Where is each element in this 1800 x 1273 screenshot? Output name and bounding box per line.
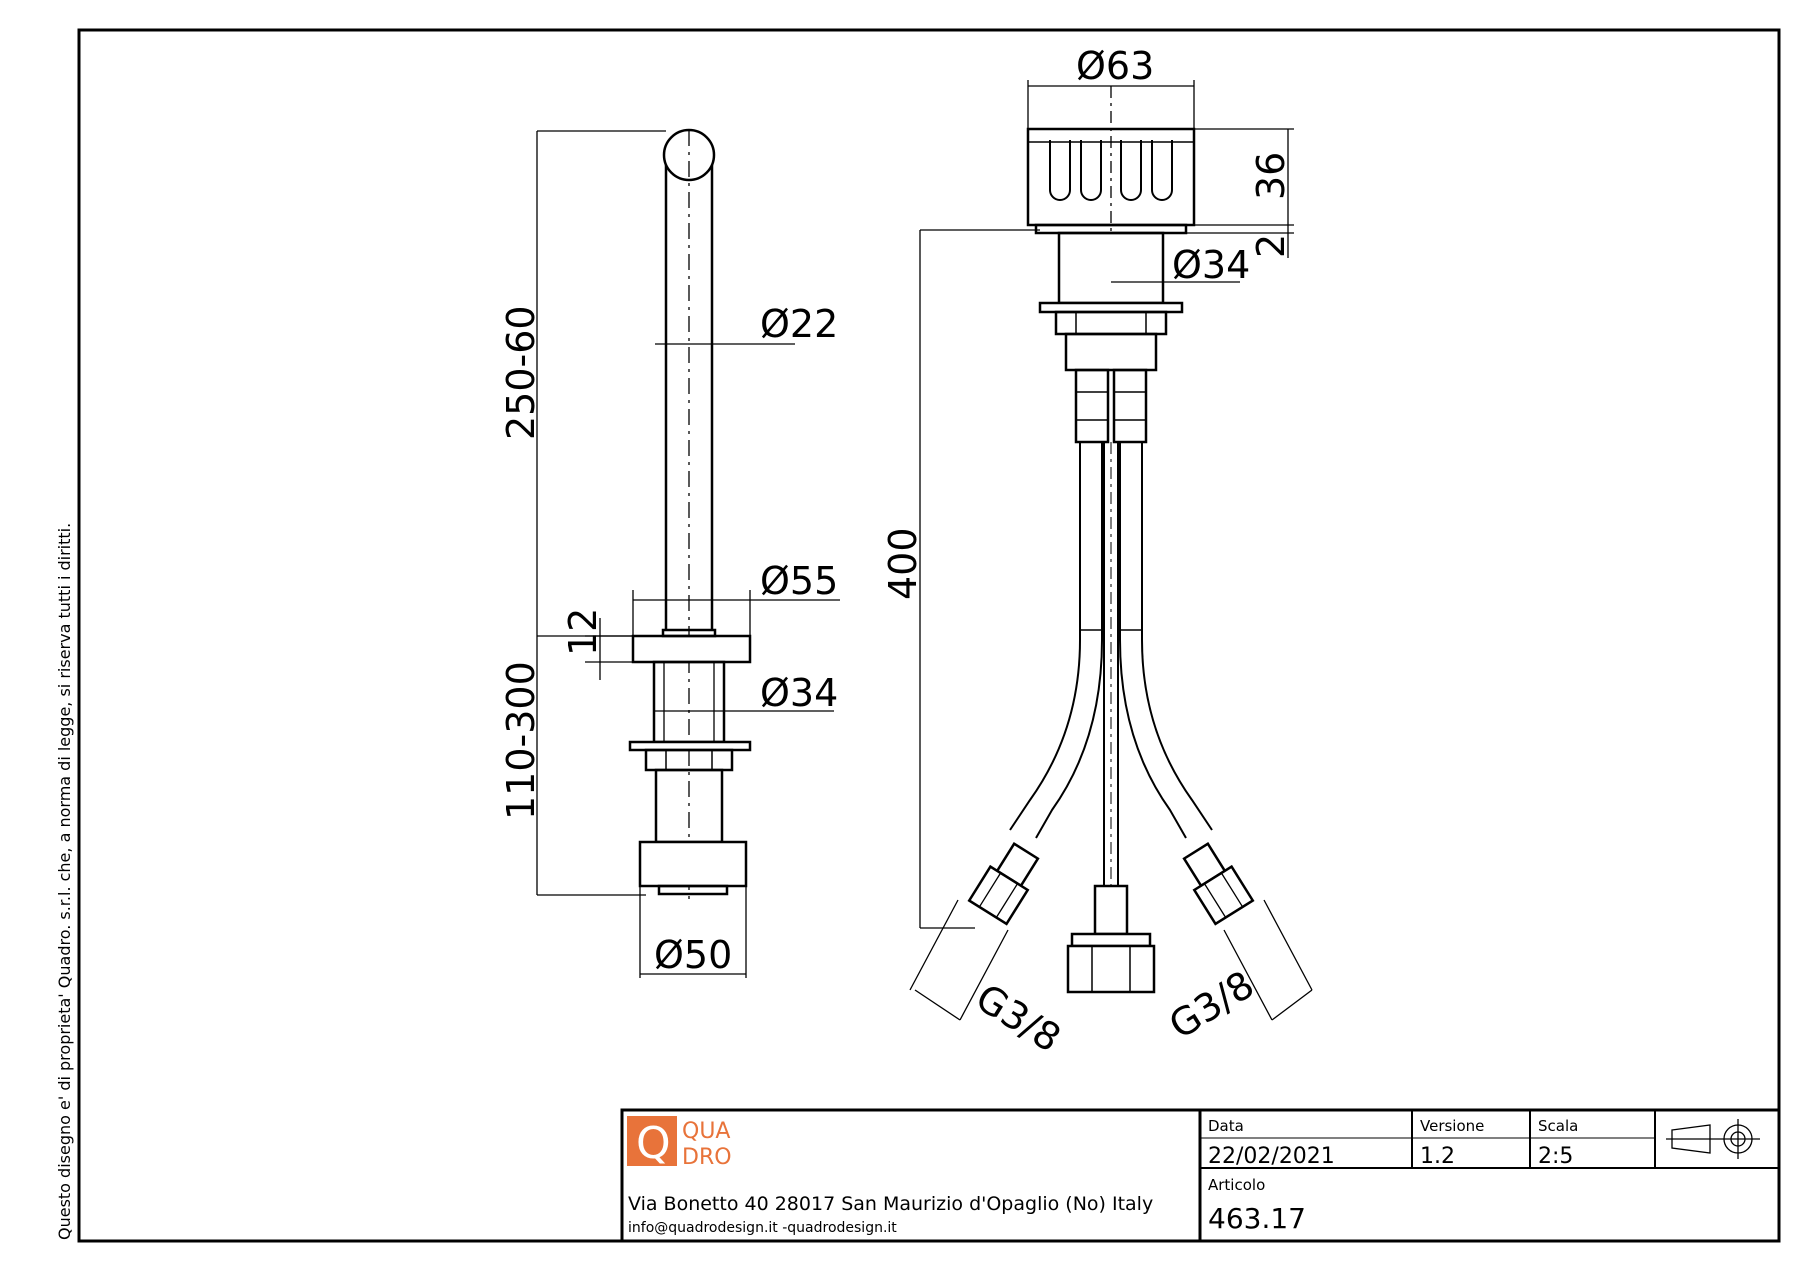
- version-label: Versione: [1420, 1117, 1485, 1135]
- dim-hose-length: 400: [881, 527, 925, 600]
- article-label: Articolo: [1208, 1176, 1266, 1194]
- copyright-note: Questo disegno e' di proprieta' Quadro. s.r.l. che, a norma di legge, si riserva tutti i diritti.: [55, 522, 74, 1240]
- company-address: Via Bonetto 40 28017 San Maurizio d'Opaglio (No) Italy: [628, 1193, 1154, 1215]
- dim-shank-diameter-right: Ø34: [1172, 243, 1251, 287]
- title-block: [622, 1110, 1779, 1241]
- spout-side-view: [630, 130, 750, 905]
- dim-base-diameter: Ø50: [654, 933, 733, 977]
- dim-shank-diameter: Ø34: [760, 671, 839, 715]
- logo-letter: Q: [636, 1118, 671, 1169]
- date-label: Data: [1208, 1117, 1244, 1135]
- dim-flange-thickness: 12: [561, 607, 605, 656]
- version-value: 1.2: [1420, 1144, 1455, 1169]
- drawing-frame: [79, 30, 1779, 1241]
- scale-label: Scala: [1538, 1117, 1579, 1135]
- dim-gap: 2: [1249, 233, 1293, 258]
- dim-flange-diameter: Ø55: [760, 559, 839, 603]
- company-contact: info@quadrodesign.it -quadrodesign.it: [628, 1220, 897, 1236]
- dim-thread-right: G3/8: [1161, 962, 1262, 1048]
- article-value: 463.17: [1208, 1202, 1306, 1235]
- logo-text-top: QUA: [682, 1119, 731, 1144]
- dim-handle-diameter: Ø63: [1076, 44, 1155, 88]
- dim-height-lower: 110-300: [499, 661, 543, 820]
- dim-height-upper: 250-60: [499, 305, 543, 440]
- scale-value: 2:5: [1538, 1144, 1574, 1169]
- dim-spout-diameter: Ø22: [760, 302, 839, 346]
- date-value: 22/02/2021: [1208, 1144, 1335, 1169]
- dim-handle-height: 36: [1249, 151, 1293, 200]
- dim-thread-left: G3/8: [968, 975, 1069, 1061]
- logo-text-bottom: DRO: [682, 1145, 732, 1170]
